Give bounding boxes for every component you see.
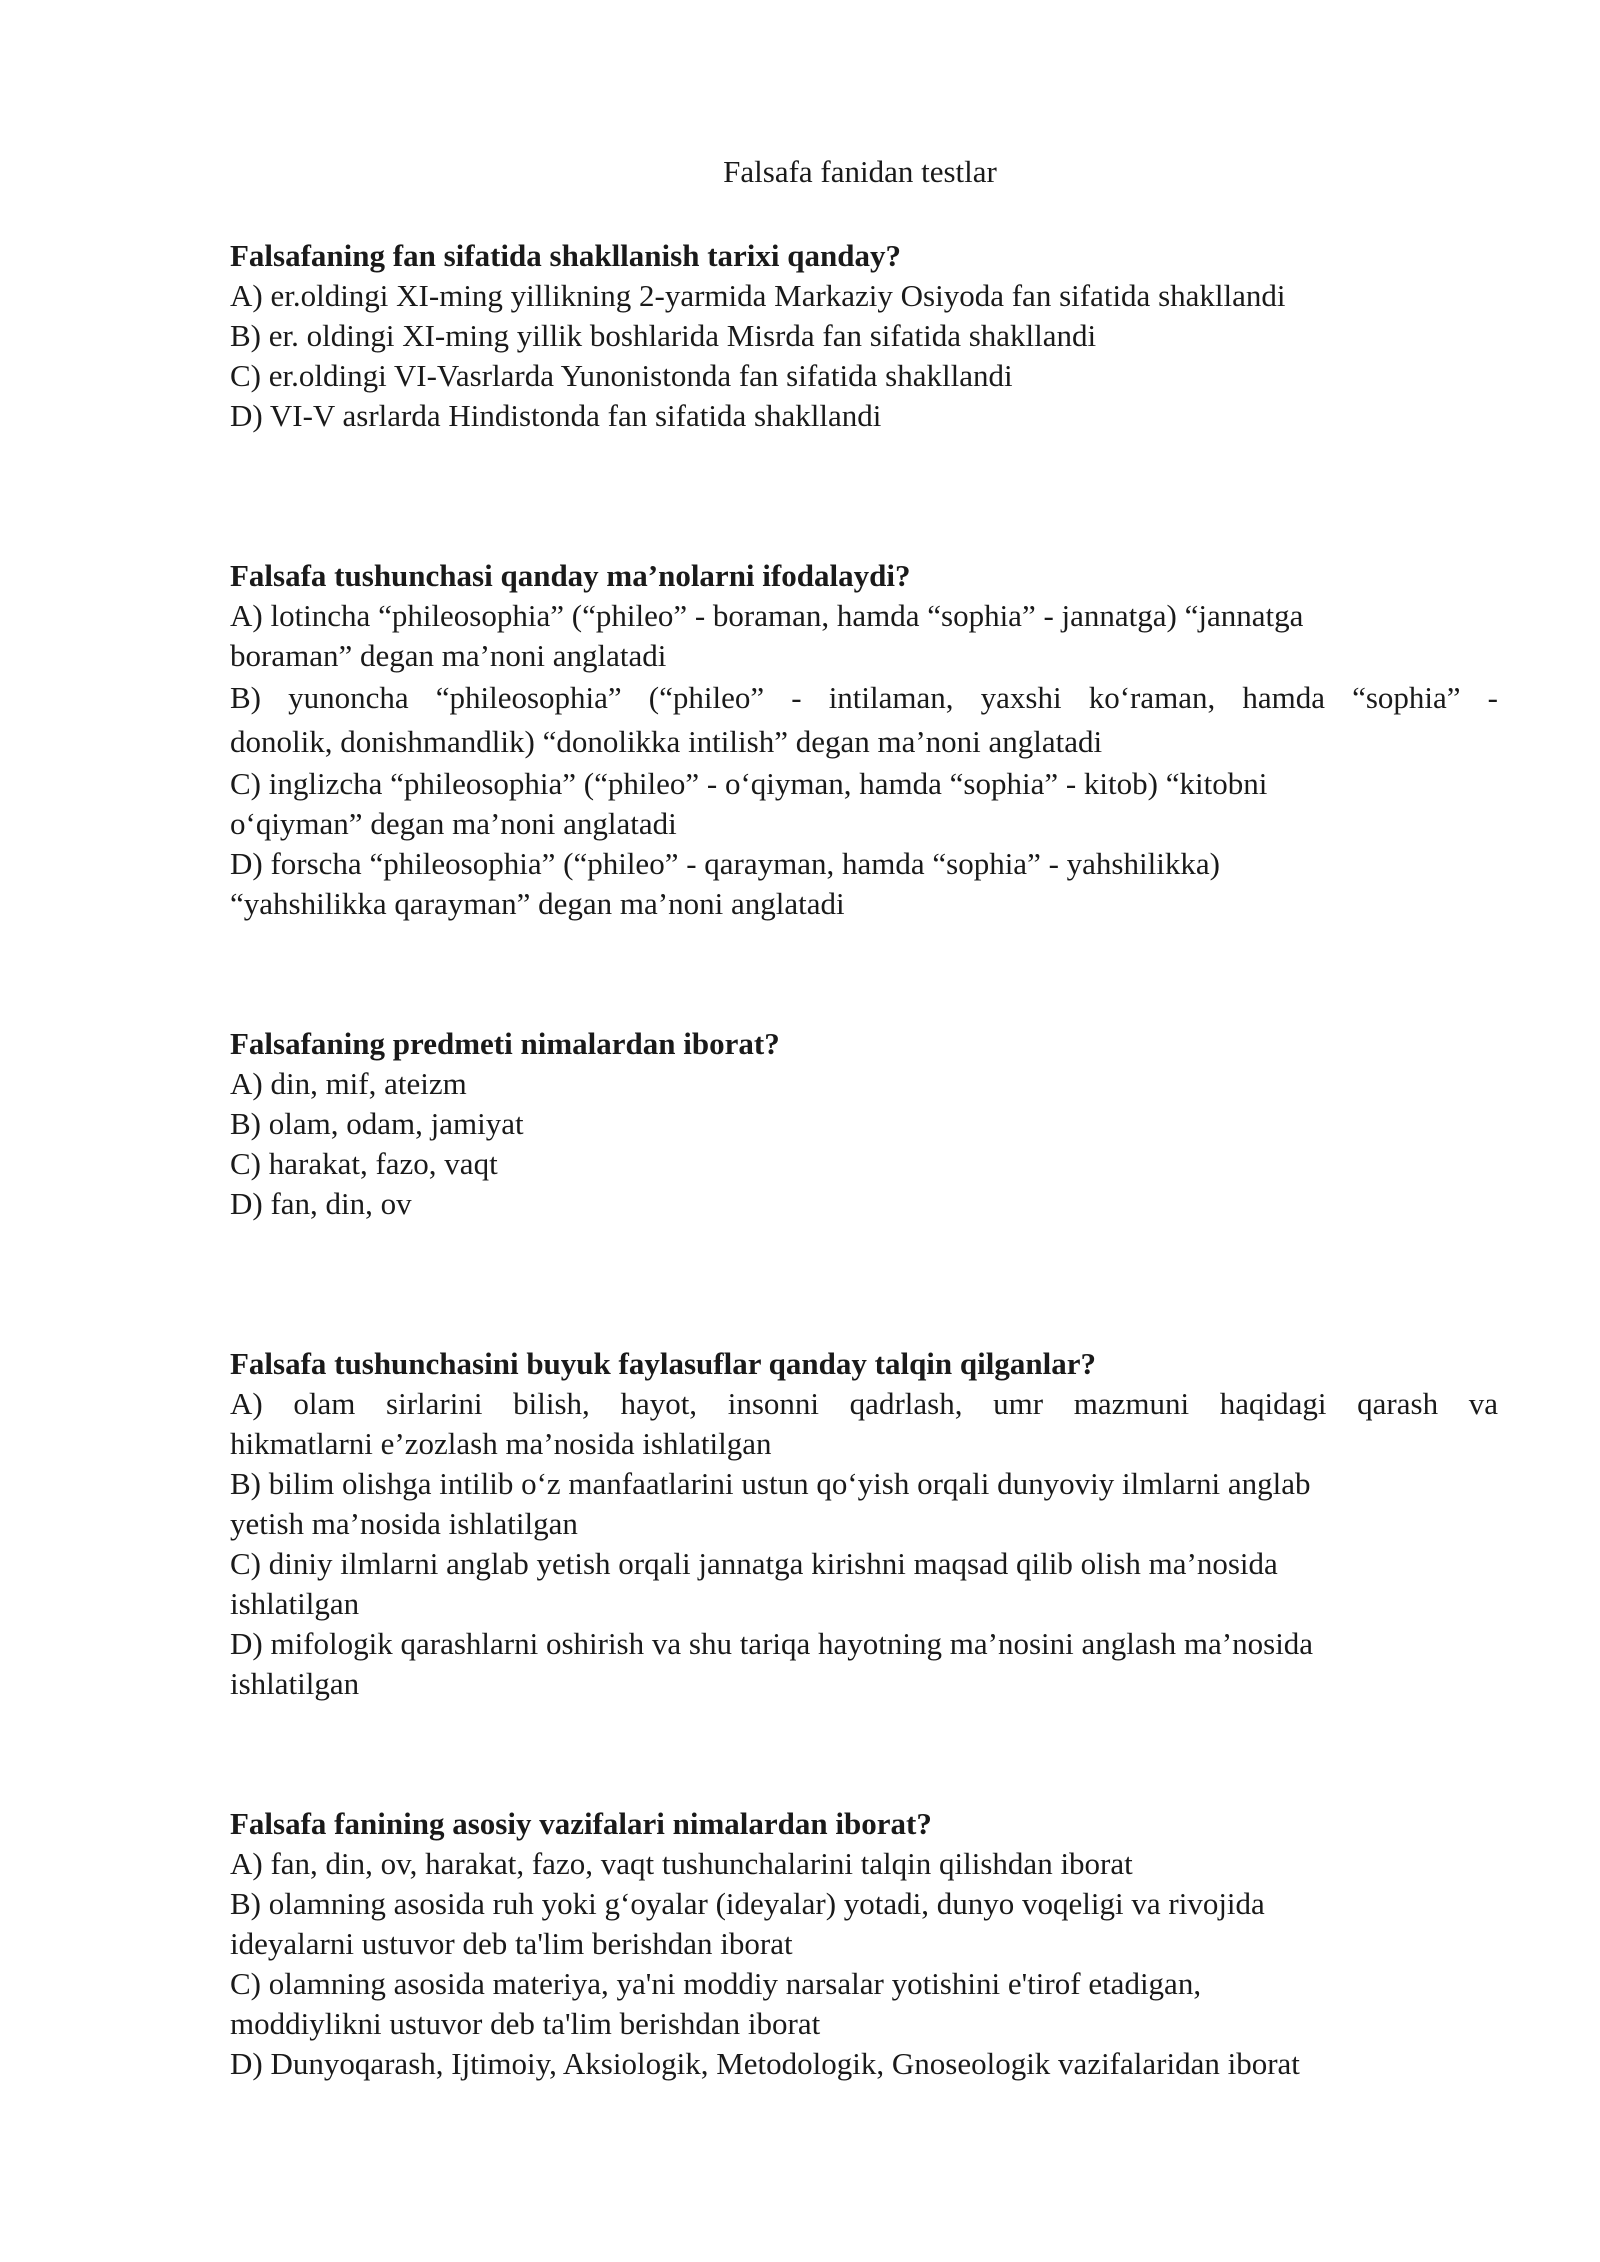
option-line: D) fan, din, ov	[230, 1186, 412, 1221]
question-4	[230, 1344, 1498, 1704]
question-text: Falsafa tushunchasini buyuk faylasuflar qanday talqin qilganlar?	[230, 1346, 1096, 1381]
option-line: D) mifologik qarashlarni oshirish va shu tariqa hayotning ma’nosini anglash ma’nosida	[230, 1626, 1314, 1661]
option-line: A) er.oldingi XI-ming yillikning 2-yarmida Markaziy Osiyoda fan sifatida shakllandi	[230, 278, 1286, 313]
option-line: C) harakat, fazo, vaqt	[230, 1146, 498, 1181]
option-line: C) inglizcha “phileosophia” (“phileo” - o‘qiyman, hamda “sophia” - kitob) “kitobni	[230, 766, 1268, 801]
option-line: donolik, donishmandlik) “donolikka intilish” degan ma’noni anglatadi	[230, 724, 1103, 759]
document-title: Falsafa fanidan testlar	[723, 154, 997, 189]
question-text: Falsafa tushunchasi qanday ma’nolarni ifodalaydi?	[230, 558, 911, 593]
option-line: B) bilim olishga intilib o‘z manfaatlarini ustun qo‘yish orqali dunyoviy ilmlarni anglab	[230, 1466, 1311, 1501]
question-5	[230, 1804, 1498, 2084]
option-line: ishlatilgan	[230, 1666, 360, 1701]
option-line: moddiylikni ustuvor deb ta'lim berishdan iborat	[230, 2006, 821, 2041]
question-1	[230, 236, 1498, 436]
option-line: A) fan, din, ov, harakat, fazo, vaqt tushunchalarini talqin qilishdan iborat	[230, 1846, 1133, 1881]
option-line: C) olamning asosida materiya, ya'ni moddiy narsalar yotishini e'tirof etadigan,	[230, 1966, 1202, 2001]
question-list	[230, 236, 1498, 2084]
option-line: A) olam sirlarini bilish, hayot, insonni qadrlash, umr mazmuni haqidagi qarash va	[230, 1386, 1498, 1421]
option-line: yetish ma’nosida ishlatilgan	[230, 1506, 578, 1541]
option-line: boraman” degan ma’noni anglatadi	[230, 638, 667, 673]
option-line: C) diniy ilmlarni anglab yetish orqali jannatga kirishni maqsad qilib olish ma’nosida	[230, 1546, 1278, 1581]
option-line: A) lotincha “phileosophia” (“phileo” - boraman, hamda “sophia” - jannatga) “jannatga	[230, 598, 1304, 633]
option-line: B) olam, odam, jamiyat	[230, 1106, 524, 1141]
option-line: ishlatilgan	[230, 1586, 360, 1621]
option-line: B) olamning asosida ruh yoki g‘oyalar (ideyalar) yotadi, dunyo voqeligi va rivojida	[230, 1886, 1265, 1921]
question-text: Falsafa fanining asosiy vazifalari nimalardan iborat?	[230, 1806, 932, 1841]
question-2	[230, 556, 1498, 924]
option-line: “yahshilikka qarayman” degan ma’noni anglatadi	[230, 886, 845, 921]
question-text: Falsafaning fan sifatida shakllanish tarixi qanday?	[230, 238, 901, 273]
option-line: hikmatlarni e’zozlash ma’nosida ishlatilgan	[230, 1426, 772, 1461]
option-line: D) VI-V asrlarda Hindistonda fan sifatida shakllandi	[230, 398, 882, 433]
option-line: D) Dunyoqarash, Ijtimoiy, Aksiologik, Metodologik, Gnoseologik vazifalaridan iborat	[230, 2046, 1300, 2081]
option-line: D) forscha “phileosophia” (“phileo” - qarayman, hamda “sophia” - yahshilikka)	[230, 846, 1220, 881]
option-line: ideyalarni ustuvor deb ta'lim berishdan iborat	[230, 1926, 793, 1961]
question-3	[230, 1024, 1498, 1224]
question-text: Falsafaning predmeti nimalardan iborat?	[230, 1026, 780, 1061]
option-line: B) er. oldingi XI-ming yillik boshlarida Misrda fan sifatida shakllandi	[230, 318, 1097, 353]
option-line: o‘qiyman” degan ma’noni anglatadi	[230, 806, 677, 841]
option-line: C) er.oldingi VI-Vasrlarda Yunonistonda fan sifatida shakllandi	[230, 358, 1013, 393]
option-line: A) din, mif, ateizm	[230, 1066, 467, 1101]
option-line: B) yunoncha “phileosophia” (“phileo” - intilaman, yaxshi ko‘raman, hamda “sophia” -	[230, 680, 1498, 715]
